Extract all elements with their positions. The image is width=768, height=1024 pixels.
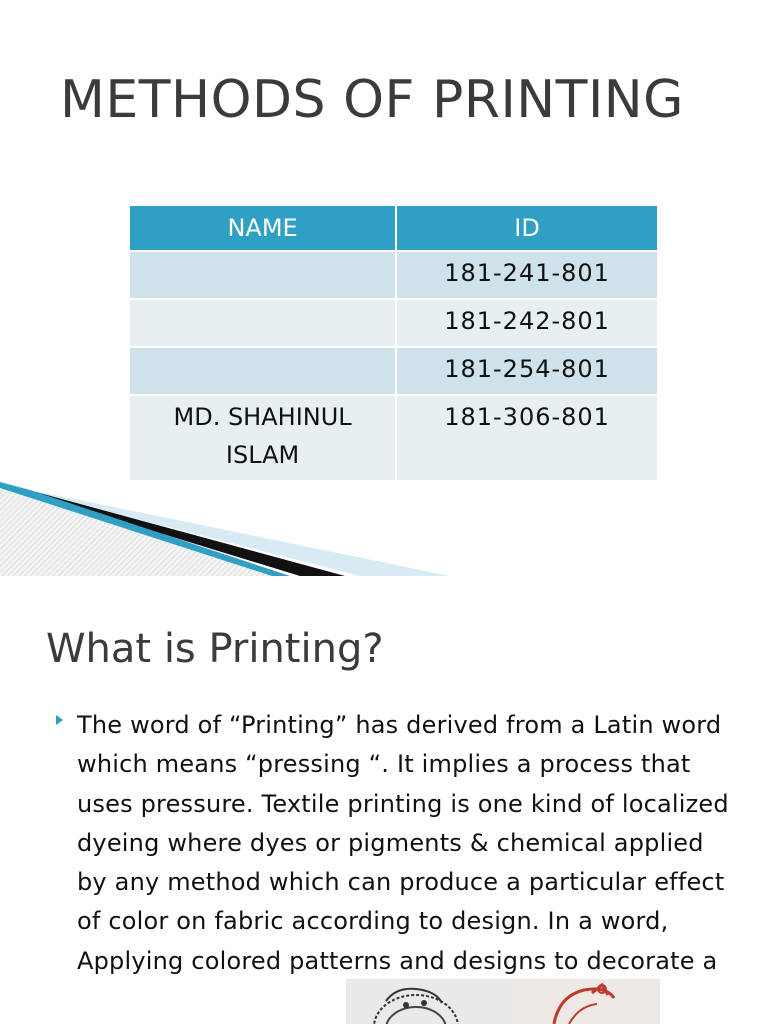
members-table: [128, 204, 659, 482]
table-cell-id: 181-241-801: [396, 251, 658, 299]
red-motif-print-image: [514, 979, 660, 1024]
table-cell-name: [129, 251, 396, 299]
table-row: [129, 251, 658, 299]
table-cell-name: [129, 299, 396, 347]
table-cell-id: 181-254-801: [396, 347, 658, 395]
triangle-bullet-icon: [56, 715, 63, 725]
paisley-print-image: [346, 979, 514, 1024]
slide-title: METHODS OF PRINTING: [60, 70, 684, 130]
table-row: [129, 395, 658, 481]
name-line-1: MD. SHAHINUL: [173, 403, 352, 431]
column-header-id: ID: [396, 205, 658, 251]
name-line-2: ISLAM: [225, 441, 300, 469]
decorative-swoosh: [0, 470, 768, 576]
table-row: [129, 299, 658, 347]
table-cell-name: [129, 347, 396, 395]
slide-title: What is Printing?: [46, 626, 384, 672]
slide-2: [0, 576, 768, 1024]
bullet-text: The word of “Printing” has derived from a Latin word which means “pressing “. It implies a process that uses pressure. Textile printing is one kind of localized dyeing where dyes or pigments & chemical applied by any method which can produce a particular effect of color on fabric according to design. In a word, Applying colored patterns and designs to decorate a: [77, 711, 729, 975]
table-cell-name: [129, 395, 396, 481]
table-row: [129, 347, 658, 395]
column-header-name: NAME: [129, 205, 396, 251]
bullet-item: [56, 706, 736, 981]
table-cell-id: 181-306-801: [396, 395, 658, 481]
table-cell-id: 181-242-801: [396, 299, 658, 347]
table-header-row: [129, 205, 658, 251]
